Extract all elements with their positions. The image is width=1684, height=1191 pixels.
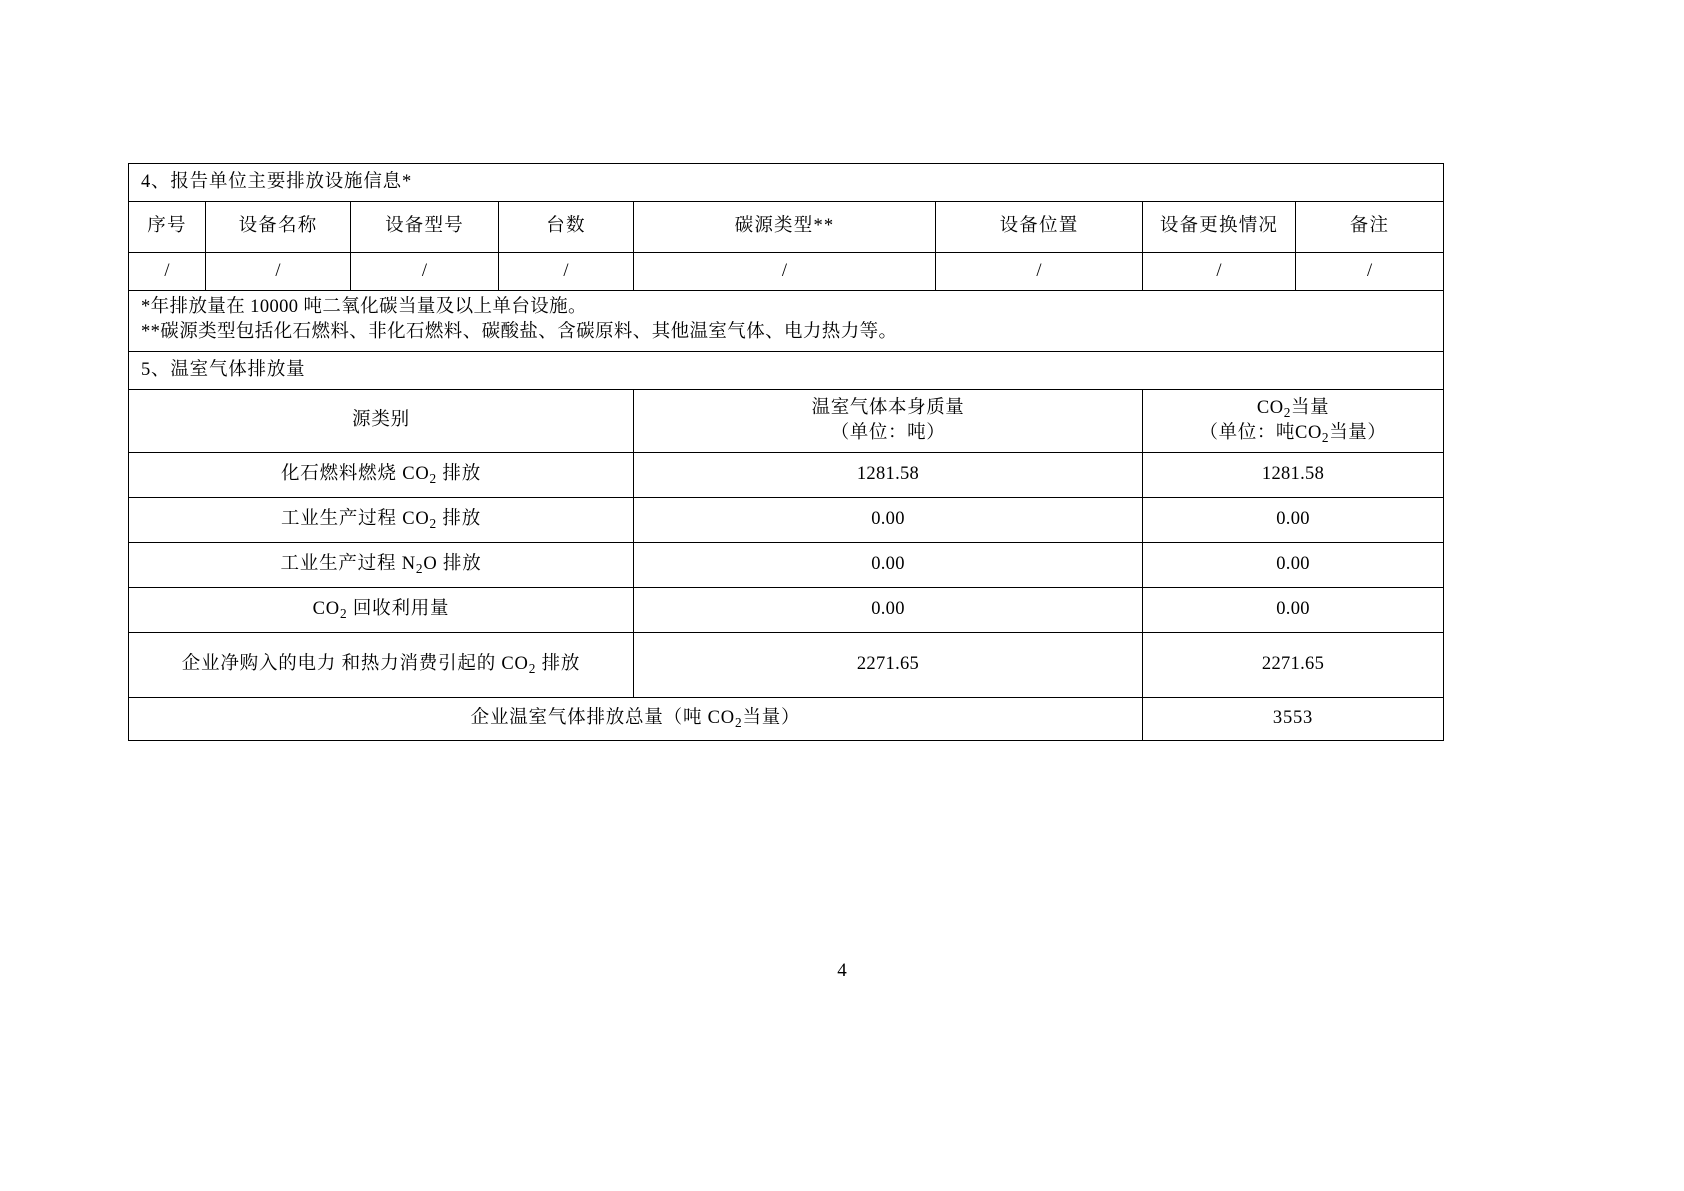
cell-remarks: / (1296, 252, 1444, 290)
value-mass-industrial-process-n2o: 0.00 (634, 542, 1143, 587)
section4-title-row (129, 164, 1444, 202)
page-number: 4 (837, 960, 847, 981)
column-header-unit-count: 台数 (499, 201, 634, 252)
value-co2e-industrial-process-co2: 0.00 (1143, 497, 1444, 542)
footnotes (129, 290, 1444, 351)
row-label-industrial-process-co2: 工业生产过程 $CO_2$ 排放 (129, 497, 634, 542)
cell-equipment-name: / (206, 252, 351, 290)
value-co2e-fossil-fuel-co2: 1281.58 (1143, 452, 1444, 497)
section5-title: 5、温室气体排放量 (129, 351, 1444, 389)
emissions-report-table (128, 163, 1444, 741)
column-header-source-category: 源类别 (129, 389, 634, 452)
column-header-index: 序号 (129, 201, 206, 252)
column-header-gas-mass: 温室气体本身质量 （单位：吨） (634, 389, 1143, 452)
value-mass-industrial-process-co2: 0.00 (634, 497, 1143, 542)
footnote-2: **碳源类型包括化石燃料、非化石燃料、碳酸盐、含碳原料、其他温室气体、电力热力等。 (141, 321, 898, 342)
row-label-industrial-process-n2o: 工业生产过程 $N_2O$ 排放 (129, 542, 634, 587)
section4-notes-row (129, 290, 1444, 351)
column-header-equipment-model: 设备型号 (351, 201, 499, 252)
value-co2e-co2-recovery: 0.00 (1143, 587, 1444, 632)
table-row (129, 252, 1444, 290)
table-row (129, 497, 1444, 542)
value-co2e-industrial-process-n2o: 0.00 (1143, 542, 1444, 587)
cell-carbon-source-type: / (634, 252, 936, 290)
value-co2e-net-purchased-power: 2271.65 (1143, 632, 1444, 697)
column-header-equipment-location: 设备位置 (936, 201, 1143, 252)
row-label-net-purchased-power: 企业净购入的电力 和热力消费引起的 $CO_2$ 排放 (129, 632, 634, 697)
column-header-remarks: 备注 (1296, 201, 1444, 252)
value-mass-fossil-fuel-co2: 1281.58 (634, 452, 1143, 497)
row-label-total-emissions: 企业温室气体排放总量（吨 $CO_2$当量） (129, 697, 1143, 740)
column-header-equipment-name: 设备名称 (206, 201, 351, 252)
table-row (129, 452, 1444, 497)
section4-title: 4、报告单位主要排放设施信息* (129, 164, 1444, 202)
value-mass-net-purchased-power: 2271.65 (634, 632, 1143, 697)
section5-header-row (129, 389, 1444, 452)
cell-equipment-model: / (351, 252, 499, 290)
table-row (129, 542, 1444, 587)
column-header-carbon-source-type: 碳源类型** (634, 201, 936, 252)
value-mass-co2-recovery: 0.00 (634, 587, 1143, 632)
column-header-co2-equivalent: $CO_2$当量 （单位：吨$CO_2$当量） (1143, 389, 1444, 452)
row-label-co2-recovery: $CO_2$ 回收利用量 (129, 587, 634, 632)
value-total-emissions: 3553 (1143, 697, 1444, 740)
cell-index: / (129, 252, 206, 290)
row-label-fossil-fuel-co2: 化石燃料燃烧 $CO_2$ 排放 (129, 452, 634, 497)
table-row (129, 587, 1444, 632)
footnote-1: *年排放量在 10000 吨二氧化碳当量及以上单台设施。 (141, 296, 587, 317)
section4-header-row (129, 201, 1444, 252)
column-header-equipment-replacement: 设备更换情况 (1143, 201, 1296, 252)
cell-equipment-replacement: / (1143, 252, 1296, 290)
table-row (129, 632, 1444, 697)
total-row (129, 697, 1444, 740)
cell-unit-count: / (499, 252, 634, 290)
cell-equipment-location: / (936, 252, 1143, 290)
section5-title-row (129, 351, 1444, 389)
